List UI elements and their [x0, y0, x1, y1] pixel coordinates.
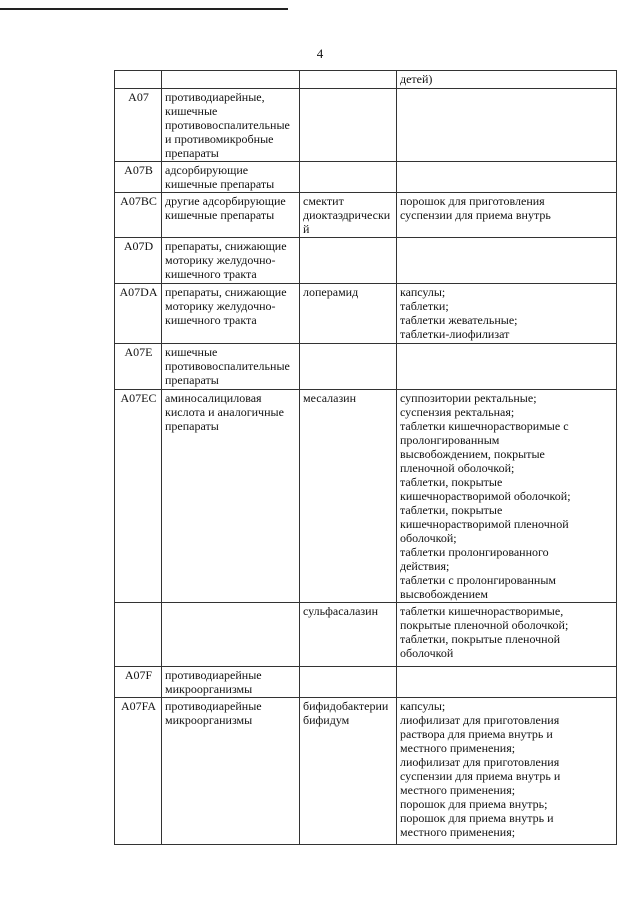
cell-text-line: аминосалициловая	[165, 391, 262, 405]
atc-code-cell: A07FA	[115, 698, 162, 845]
table-row	[115, 390, 617, 603]
cell-text-line: препараты	[165, 146, 219, 160]
cell-text-line: таблетки-лиофилизат	[400, 327, 510, 341]
dosage-form-cell	[397, 162, 617, 193]
atc-code-cell	[115, 603, 162, 667]
cell-text-line: суспензии для приема внутрь и	[400, 769, 561, 783]
drug-name-cell	[300, 344, 397, 390]
cell-text-line: й	[303, 222, 310, 236]
cell-text-line: таблетки пролонгированного	[400, 545, 549, 559]
cell-text-line: сульфасалазин	[303, 604, 379, 618]
group-name-cell	[162, 284, 300, 344]
table-row	[115, 698, 617, 845]
cell-text-line: месалазин	[303, 391, 357, 405]
table-row	[115, 344, 617, 390]
atc-code-cell: A07BC	[115, 193, 162, 238]
atc-code-cell: A07E	[115, 344, 162, 390]
dosage-form-cell	[397, 71, 617, 89]
table-row	[115, 667, 617, 698]
cell-text-line: пленочной оболочкой;	[400, 461, 515, 475]
cell-text-line: лиофилизат для приготовления	[400, 755, 560, 769]
cell-text-line: кишечного тракта	[165, 267, 257, 281]
cell-text-line: таблетки;	[400, 299, 449, 313]
drug-name-cell	[300, 698, 397, 845]
cell-text-line: оболочкой	[400, 646, 454, 660]
cell-text-line: противовоспалительные	[165, 359, 290, 373]
cell-text-line: кислота и аналогичные	[165, 405, 284, 419]
cell-text-line: высвобождением, покрытые	[400, 447, 545, 461]
group-name-cell	[162, 193, 300, 238]
atc-code-cell: A07EC	[115, 390, 162, 603]
cell-text-line: раствора для приема внутрь и	[400, 727, 553, 741]
cell-text-line: таблетки с пролонгированным	[400, 573, 557, 587]
drug-classification-table	[114, 70, 617, 845]
cell-text-line: бифидум	[303, 713, 350, 727]
cell-text-line: диоктаэдрически	[303, 208, 391, 222]
table-row	[115, 238, 617, 284]
cell-text-line: таблетки, покрытые	[400, 475, 503, 489]
table-row	[115, 284, 617, 344]
atc-code-cell: A07B	[115, 162, 162, 193]
scan-edge-line	[0, 8, 288, 10]
group-name-cell	[162, 162, 300, 193]
cell-text-line: кишечного тракта	[165, 313, 257, 327]
dosage-form-cell	[397, 390, 617, 603]
cell-text-line: и противомикробные	[165, 132, 274, 146]
table-row	[115, 71, 617, 89]
dosage-form-cell	[397, 344, 617, 390]
cell-text-line: другие адсорбирующие	[165, 194, 286, 208]
cell-text-line: капсулы;	[400, 285, 446, 299]
cell-text-line: микроорганизмы	[165, 682, 253, 696]
page-number: 4	[316, 46, 324, 61]
cell-text-line: таблетки кишечнорастворимые,	[400, 604, 564, 618]
cell-text-line: бифидобактерии	[303, 699, 389, 713]
dosage-form-cell	[397, 698, 617, 845]
cell-text-line: кишечные препараты	[165, 177, 275, 191]
dosage-form-cell	[397, 89, 617, 162]
cell-text-line: местного применения;	[400, 825, 516, 839]
drug-name-cell	[300, 667, 397, 698]
drug-name-cell	[300, 238, 397, 284]
cell-text-line: смектит	[303, 194, 344, 208]
dosage-form-cell	[397, 667, 617, 698]
cell-text-line: местного применения;	[400, 741, 516, 755]
atc-code-cell: A07F	[115, 667, 162, 698]
cell-text-line: препараты, снижающие	[165, 239, 287, 253]
atc-code-cell: A07	[115, 89, 162, 162]
cell-text-line: таблетки, покрытые пленочной	[400, 632, 561, 646]
atc-code-cell: A07DA	[115, 284, 162, 344]
group-name-cell	[162, 698, 300, 845]
cell-text-line: высвобождением	[400, 587, 488, 601]
cell-text-line: моторику желудочно-	[165, 299, 276, 313]
cell-text-line: таблетки кишечнорастворимые с	[400, 419, 569, 433]
cell-text-line: кишечные препараты	[165, 208, 275, 222]
cell-text-line: порошок для приготовления	[400, 194, 545, 208]
table-row	[115, 162, 617, 193]
drug-name-cell	[300, 603, 397, 667]
cell-text-line: таблетки, покрытые	[400, 503, 503, 517]
drug-name-cell	[300, 390, 397, 603]
dosage-form-cell	[397, 603, 617, 667]
cell-text-line: порошок для приема внутрь;	[400, 797, 548, 811]
atc-code-cell	[115, 71, 162, 89]
cell-text-line: противодиарейные,	[165, 90, 265, 104]
cell-text-line: лоперамид	[303, 285, 359, 299]
cell-text-line: противодиарейные	[165, 699, 262, 713]
group-name-cell	[162, 71, 300, 89]
cell-text-line: действия;	[400, 559, 450, 573]
drug-name-cell	[300, 162, 397, 193]
group-name-cell	[162, 390, 300, 603]
dosage-form-cell	[397, 238, 617, 284]
group-name-cell	[162, 238, 300, 284]
cell-text-line: кишечные	[165, 104, 218, 118]
cell-text-line: кишечнорастворимой оболочкой;	[400, 489, 571, 503]
cell-text-line: оболочкой;	[400, 531, 457, 545]
cell-text-line: местного применения;	[400, 783, 516, 797]
cell-text-line: детей)	[400, 72, 433, 86]
drug-name-cell	[300, 89, 397, 162]
atc-code-cell: A07D	[115, 238, 162, 284]
cell-text-line: суппозитории ректальные;	[400, 391, 537, 405]
dosage-form-cell	[397, 284, 617, 344]
cell-text-line: капсулы;	[400, 699, 446, 713]
cell-text-line: противодиарейные	[165, 668, 262, 682]
group-name-cell	[162, 667, 300, 698]
dosage-form-cell	[397, 193, 617, 238]
cell-text-line: покрытые пленочной оболочкой;	[400, 618, 569, 632]
drug-name-cell	[300, 284, 397, 344]
cell-text-line: пролонгированным	[400, 433, 500, 447]
table-row	[115, 603, 617, 667]
cell-text-line: порошок для приема внутрь и	[400, 811, 554, 825]
cell-text-line: таблетки жевательные;	[400, 313, 518, 327]
cell-text-line: микроорганизмы	[165, 713, 253, 727]
cell-text-line: препараты	[165, 419, 219, 433]
cell-text-line: кишечные	[165, 345, 218, 359]
table-row	[115, 193, 617, 238]
cell-text-line: моторику желудочно-	[165, 253, 276, 267]
cell-text-line: лиофилизат для приготовления	[400, 713, 560, 727]
cell-text-line: противовоспалительные	[165, 118, 290, 132]
cell-text-line: препараты	[165, 373, 219, 387]
cell-text-line: адсорбирующие	[165, 163, 249, 177]
table-body	[115, 71, 617, 845]
group-name-cell	[162, 603, 300, 667]
group-name-cell	[162, 344, 300, 390]
drug-name-cell	[300, 71, 397, 89]
group-name-cell	[162, 89, 300, 162]
cell-text-line: кишечнорастворимой пленочной	[400, 517, 569, 531]
drug-name-cell	[300, 193, 397, 238]
cell-text-line: суспензии для приема внутрь	[400, 208, 551, 222]
cell-text-line: препараты, снижающие	[165, 285, 287, 299]
cell-text-line: суспензия ректальная;	[400, 405, 515, 419]
table-row	[115, 89, 617, 162]
